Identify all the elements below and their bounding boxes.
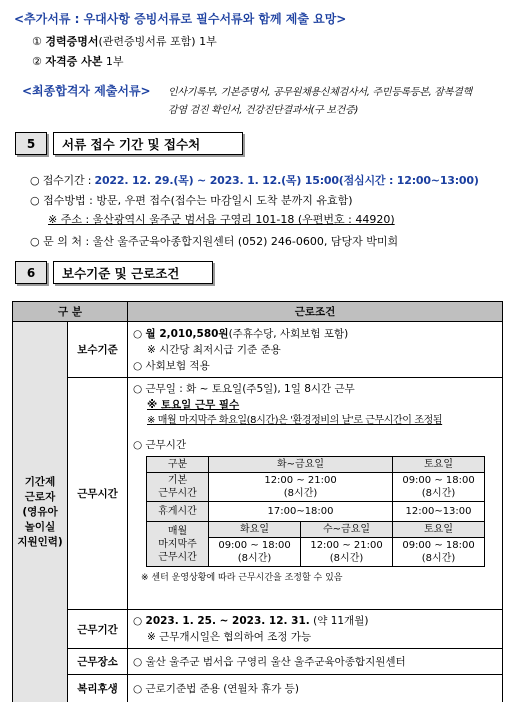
basic-saturday: 09:00 ~ 18:00 (8시간) [393, 473, 485, 502]
final-docs-line-2: 감염 검진 확인서, 건강진단결과서(구 보건증) [168, 105, 359, 116]
category-line: 지원인력) [17, 535, 63, 548]
pay-line-3: ○ 사회보험 적용 [133, 359, 210, 372]
employee-category [13, 322, 68, 702]
welfare-label: 복리후생 [68, 675, 128, 702]
additional-doc-item-2 [32, 53, 123, 69]
header-category: 구 분 [13, 302, 128, 322]
final-docs-heading: <최종합격자 제출서류> [22, 84, 151, 98]
place-content [128, 649, 503, 675]
basic-hours-label: 기본 근무시간 [147, 473, 209, 502]
category-line: 근로자 [24, 490, 56, 503]
break-weekday: 17:00~18:00 [209, 502, 393, 522]
section-6-number: 6 [15, 261, 47, 284]
contact-label: 문 의 처 [43, 235, 82, 248]
work-hours-table [146, 456, 485, 567]
item-number: ① [32, 35, 42, 48]
item-name: 자격증 사본 [45, 55, 103, 68]
address-text: ※ 주소 : 울산광역시 울주군 범서읍 구영리 101-18 (우편번호 : 44920) [48, 213, 395, 226]
working-conditions-table [12, 301, 503, 702]
item-name: 경력증명서 [45, 35, 99, 48]
table-row-hours [13, 378, 503, 610]
inner-row-basic [147, 473, 485, 502]
place-value: ○ 울산 울주군 범서읍 구영리 울산 울주군육아종합지원센터 [133, 655, 406, 668]
pay-content [128, 322, 503, 378]
inner-h-saturday: 토요일 [393, 457, 485, 473]
table-row-pay [13, 322, 503, 378]
last-saturday: 09:00 ~ 18:00 (8시간) [393, 538, 485, 567]
item-number: ② [32, 55, 42, 68]
final-docs-line-1: 인사기록부, 기본증명서, 공무원채용신체검사서, 주민등록등본, 잠복결핵 [168, 87, 472, 98]
contact-value: : 울산 울주군육아종합지원센터 (052) 246-0600, 담당자 박미희 [81, 235, 399, 248]
header-conditions: 근로조건 [128, 302, 503, 322]
period-label: 접수기간 : [42, 174, 95, 187]
contact-info [30, 233, 398, 249]
period-value: 2022. 12. 29.(목) ~ 2023. 1. 12.(목) 15:00(점심시간 : 12:00~13:00) [94, 174, 479, 187]
section-6-title: 보수기준 및 근로조건 [53, 261, 213, 284]
hours-line-1: ○ 근무일 : 화 ~ 토요일(주5일), 1일 8시간 근무 [133, 383, 355, 395]
break-saturday: 12:00~13:00 [393, 502, 485, 522]
hours-line-2: ※ 토요일 근무 필수 [147, 399, 240, 411]
hours-line-4: ○ 근무시간 [133, 439, 187, 451]
bullet-circle: ○ [30, 235, 44, 248]
table-header-row [13, 302, 503, 322]
hours-content [128, 378, 503, 610]
bullet-circle: ○ [30, 194, 44, 207]
last-week-label: 매월 마지막주 근무시간 [147, 522, 209, 567]
period-content [128, 610, 503, 649]
period-label: 근무기간 [68, 610, 128, 649]
category-line: (영유아 [22, 505, 58, 518]
welfare-value: ○ 근로기준법 준용 (연월차 휴가 등) [133, 682, 299, 695]
table-row-welfare [13, 675, 503, 702]
last-h-tuesday: 화요일 [209, 522, 301, 538]
inner-header-row [147, 457, 485, 473]
pay-line-2: ※ 시간당 최저시급 기준 준용 [147, 343, 281, 356]
hours-label: 근무시간 [68, 378, 128, 610]
hours-line-3: ※ 매월 마지막주 화요일(8시간)은 '환경정비의 날'로 근무시간이 조정됨 [147, 415, 443, 426]
reception-method [30, 192, 353, 208]
basic-weekday: 12:00 ~ 21:00 (8시간) [209, 473, 393, 502]
item-detail: 1부 [102, 55, 124, 68]
section-5-title: 서류 접수 기간 및 접수처 [53, 132, 243, 155]
break-label: 휴게시간 [147, 502, 209, 522]
inner-h-category: 구분 [147, 457, 209, 473]
last-wed-fri: 12:00 ~ 21:00 (8시간) [301, 538, 393, 567]
additional-docs-heading: <추가서류 : 우대사항 증빙서류로 필수서류와 함께 제출 요망> [14, 12, 347, 26]
additional-doc-item-1 [32, 33, 217, 49]
inner-row-break [147, 502, 485, 522]
reception-address [48, 211, 395, 227]
period-line-2: ※ 근무개시일은 협의하여 조정 가능 [147, 631, 312, 643]
inner-row-last-header [147, 522, 485, 538]
welfare-content [128, 675, 503, 702]
item-detail: (관련증빙서류 포함) 1부 [98, 35, 217, 48]
pay-line-1: ○ 월 2,010,580원(주휴수당, 사회보험 포함) [133, 327, 349, 340]
method-label: 접수방법 [43, 194, 86, 207]
section-5-number: 5 [15, 132, 47, 155]
table-row-period [13, 610, 503, 649]
inner-h-weekday: 화~금요일 [209, 457, 393, 473]
category-line: 기간제 [24, 475, 56, 488]
last-h-wed-fri: 수~금요일 [301, 522, 393, 538]
reception-period [30, 172, 479, 188]
table-row-place [13, 649, 503, 675]
last-h-saturday: 토요일 [393, 522, 485, 538]
method-value: : 방문, 우편 접수(접수는 마감일시 도착 분까지 유효함) [85, 194, 353, 207]
place-label: 근무장소 [68, 649, 128, 675]
hours-note: ※ 센터 운영상황에 따라 근무시간을 조정할 수 있음 [141, 573, 343, 583]
bullet-circle: ○ [30, 174, 43, 187]
category-line: 놀이실 [24, 520, 56, 533]
period-line-1: ○ 2023. 1. 25. ~ 2023. 12. 31. (약 11개월) [133, 615, 369, 627]
pay-label: 보수기준 [68, 322, 128, 378]
last-tuesday: 09:00 ~ 18:00 (8시간) [209, 538, 301, 567]
